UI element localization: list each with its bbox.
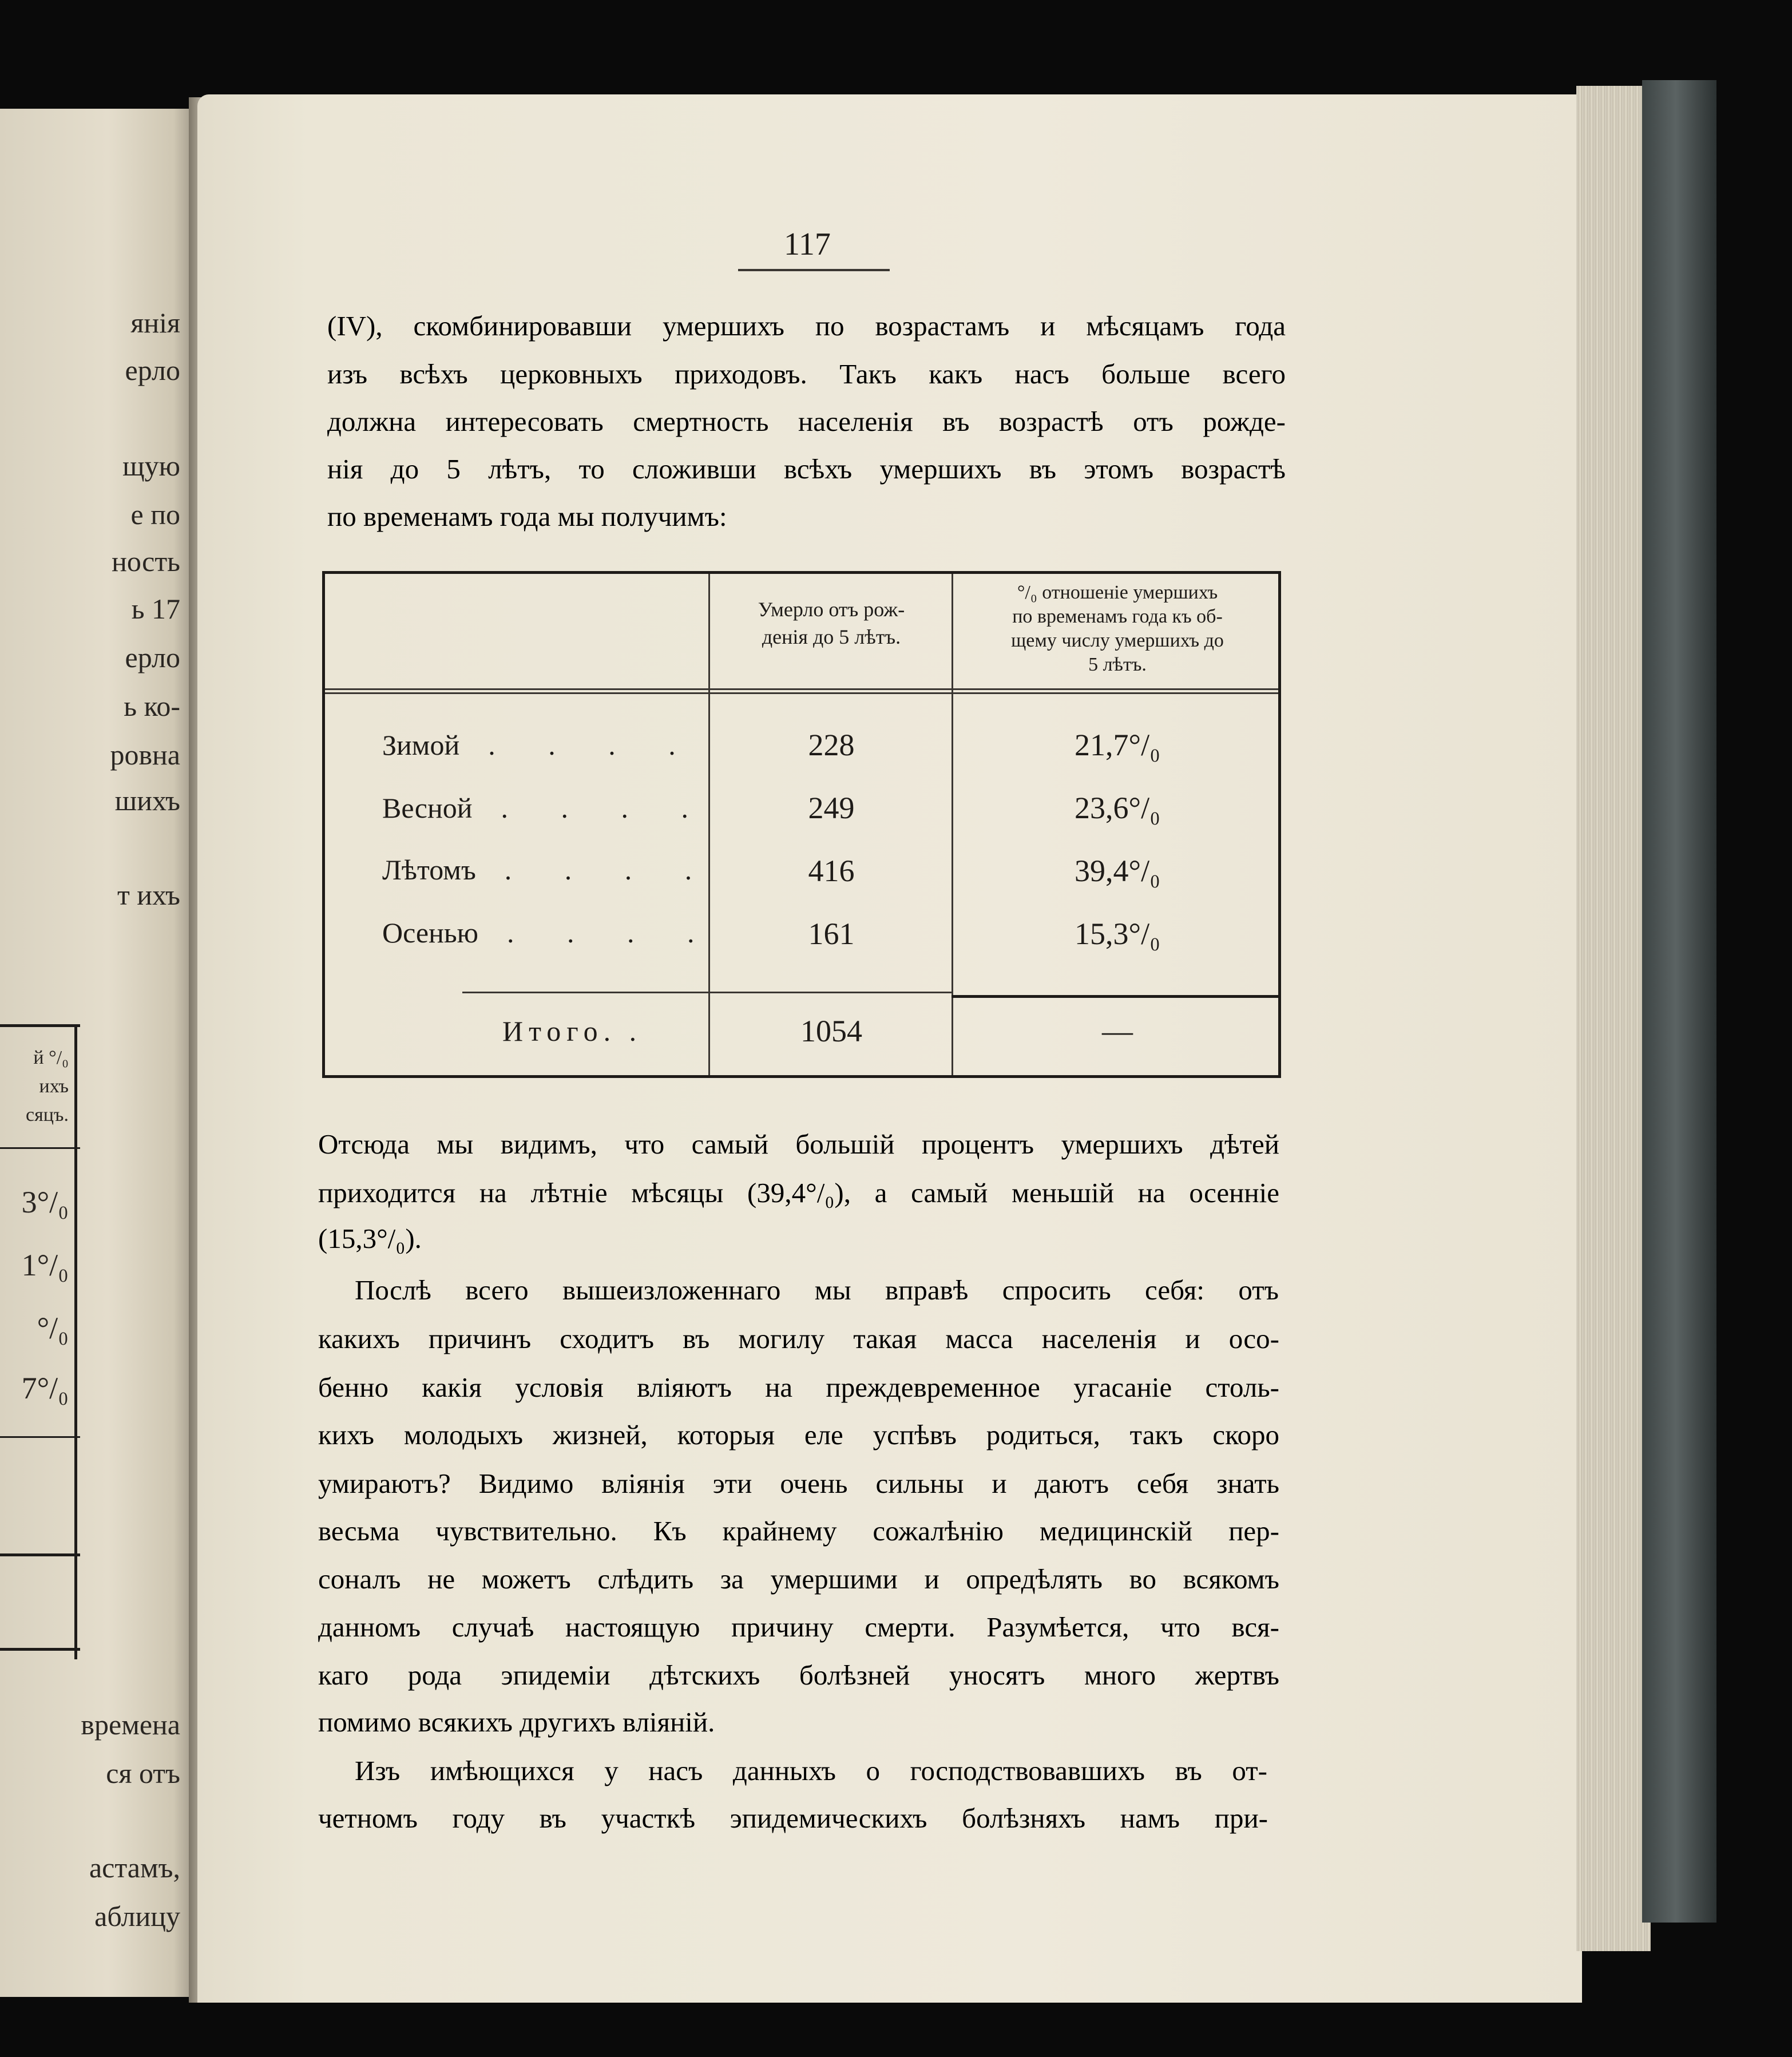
left-page-text: ихъ [39, 1076, 69, 1097]
left-page-text: 3°/₀ [21, 1185, 69, 1219]
total-rule [462, 992, 708, 993]
left-page-text: сяцъ. [25, 1104, 69, 1125]
header-percent [957, 581, 1278, 677]
table-row-label [382, 791, 711, 825]
left-page-text: щую [122, 450, 180, 482]
conclusion-line: приходится на лѣтніе мѣсяцы (39,4°/₀), а самый меньшій на осенніе [318, 1177, 1279, 1208]
paragraph-line: соналъ не можетъ слѣдить за умершими и опредѣлять во всякомъ [318, 1563, 1279, 1595]
leader-dots: . . . . [488, 729, 699, 761]
season-name: Осенью [382, 917, 479, 949]
table-row-percent: 23,6°/₀ [1075, 791, 1160, 825]
book-cover [1642, 80, 1716, 1923]
left-table-rule [0, 1147, 80, 1149]
left-page-fragment [0, 109, 197, 1997]
header-percent-line: 5 лѣтъ. [1088, 654, 1147, 675]
conclusion-line: Отсюда мы видимъ, что самый большій процентъ умершихъ дѣтей [318, 1128, 1279, 1160]
intro-line: должна интересовать смертность населенія въ возрастѣ отъ рожде- [327, 406, 1286, 437]
table-row-label [382, 853, 715, 886]
header-deaths-line: Умерло отъ рож- [758, 598, 905, 621]
left-table-rule [0, 1553, 80, 1556]
paragraph-line: четномъ году въ участкѣ эпидемическихъ болѣзняхъ намъ при- [318, 1802, 1268, 1834]
left-page-text: ерло [125, 641, 180, 673]
left-page-text: й °/₀ [33, 1047, 69, 1068]
paragraph-line: Послѣ всего вышеизложеннаго мы вправѣ спросить себя: отъ [355, 1274, 1279, 1306]
table-row-label [382, 916, 717, 949]
leader-dots: . . . . [507, 917, 717, 949]
paragraph-line: весьма чувствительно. Къ крайнему сожалѣнію медицинскій пер- [318, 1515, 1279, 1547]
header-deaths [714, 596, 949, 651]
left-page-text: 1°/₀ [21, 1248, 69, 1282]
intro-line: изъ всѣхъ церковныхъ приходовъ. Такъ какъ насъ больше всего [327, 358, 1286, 390]
header-percent-line: °/₀ отношеніе умершихъ [1017, 582, 1218, 603]
left-page-text: ерло [125, 354, 180, 386]
table-row-label [382, 728, 699, 762]
header-percent-line: щему числу умершихъ до [1011, 630, 1224, 651]
intro-line: (IV), скомбинировавши умершихъ по возрастамъ и мѣсяцамъ года [327, 310, 1286, 342]
left-table-rule [0, 1024, 80, 1027]
left-page-text: 7°/₀ [21, 1371, 69, 1405]
left-page-text: аблицу [94, 1900, 180, 1932]
table-row-percent: 21,7°/₀ [1075, 728, 1160, 762]
header-percent-line: по временамъ года къ об- [1012, 606, 1223, 627]
leader-dots: . . . . [501, 792, 711, 824]
total-percent: — [1102, 1014, 1133, 1048]
header-rule [325, 692, 1278, 694]
leader-dots: . . . . [504, 854, 715, 886]
page-edges [1576, 86, 1651, 1951]
header-deaths-line: денія до 5 лѣтъ. [762, 625, 901, 648]
table-row-deaths: 249 [808, 791, 855, 825]
left-page-text: ь ко- [124, 690, 180, 722]
total-rule [708, 992, 951, 993]
page-number: 117 [784, 227, 831, 262]
paragraph-line: бенно какія условія вліяютъ на преждевременное угасаніе столь- [318, 1372, 1279, 1403]
season-name: Весной [382, 792, 473, 824]
total-deaths: 1054 [800, 1014, 862, 1048]
table-row-percent: 15,3°/₀ [1075, 917, 1160, 951]
table-row-percent: 39,4°/₀ [1075, 854, 1160, 888]
page-number-rule [738, 269, 890, 271]
paragraph-line: умираютъ? Видимо вліянія эти очень сильны и даютъ себя знать [318, 1468, 1279, 1499]
paragraph-line: Изъ имѣющихся у насъ данныхъ о господствовавшихъ въ от- [355, 1755, 1267, 1786]
table-row-deaths: 228 [808, 728, 855, 762]
total-rule [951, 995, 1278, 998]
table-row-deaths: 416 [808, 854, 855, 888]
paragraph-line: какихъ причинъ сходитъ въ могилу такая масса населенія и осо- [318, 1323, 1279, 1354]
left-page-text: ся отъ [106, 1757, 180, 1789]
left-page-text: времена [81, 1709, 180, 1741]
paragraph-line: кихъ молодыхъ жизней, которыя еле успѣвъ родиться, такъ скоро [318, 1419, 1279, 1450]
table-column-rule [951, 574, 953, 1075]
left-page-text: е по [130, 498, 180, 530]
paragraph-line: помимо всякихъ другихъ вліяній. [318, 1706, 715, 1738]
header-rule [325, 688, 1278, 690]
table-row-deaths: 161 [808, 917, 855, 951]
left-table-border [74, 1024, 77, 1659]
left-page-text: °/₀ [37, 1311, 69, 1345]
mortality-table [322, 571, 1281, 1078]
intro-line: нія до 5 лѣтъ, то сложивши всѣхъ умершихъ въ этомъ возрастѣ [327, 453, 1286, 485]
season-name: Лѣтомъ [382, 854, 476, 886]
intro-line: по временамъ года мы получимъ: [327, 501, 727, 532]
left-page-text: янія [130, 307, 180, 339]
table-column-rule [708, 574, 710, 1075]
left-page-text: т ихъ [117, 879, 180, 911]
paragraph-line: данномъ случаѣ настоящую причину смерти. Разумѣется, что вся- [318, 1611, 1279, 1643]
paragraph-line: каго рода эпидеміи дѣтскихъ болѣзней уносятъ много жертвъ [318, 1659, 1279, 1691]
season-name: Зимой [382, 729, 460, 761]
left-page-text: ь 17 [131, 593, 180, 625]
left-table-rule [0, 1648, 80, 1651]
left-table-rule [0, 1436, 80, 1438]
left-page-text: ность [112, 545, 180, 577]
left-page-text: шихъ [114, 784, 180, 817]
total-label: Итого. . [502, 1015, 643, 1047]
left-page-text: ровна [110, 739, 180, 771]
conclusion-line: (15,3°/₀). [318, 1223, 422, 1254]
left-page-text: астамъ, [89, 1852, 180, 1884]
